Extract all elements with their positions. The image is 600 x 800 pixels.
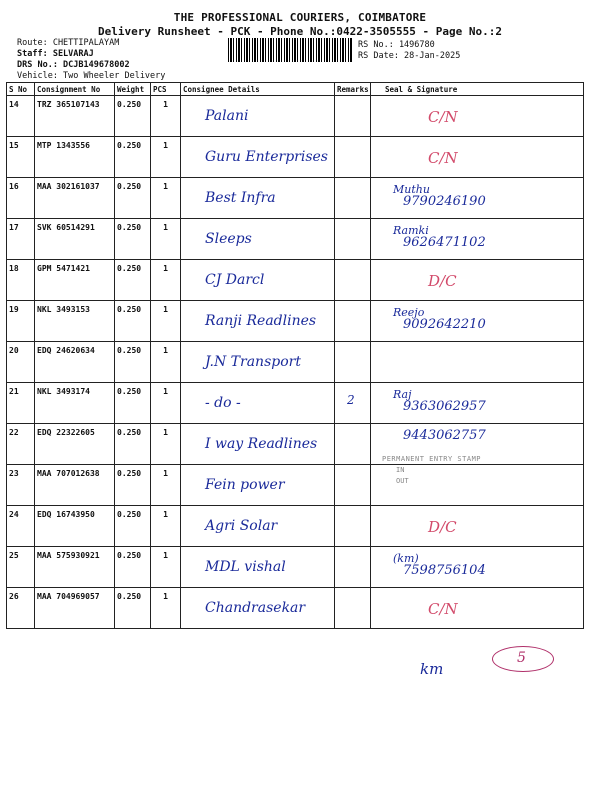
row-pcs: 1 <box>151 424 181 465</box>
row-consignee-cell <box>181 383 335 424</box>
row-signature-cell <box>371 137 584 178</box>
row-weight: 0.250 <box>115 506 151 547</box>
row-consignee: I way Readlines <box>205 436 318 452</box>
row-signature-cell <box>371 506 584 547</box>
row-signature-cell <box>371 588 584 629</box>
row-signature: D/C <box>428 272 457 290</box>
row-weight: 0.250 <box>115 588 151 629</box>
row-remarks <box>335 465 371 506</box>
row-remarks <box>335 424 371 465</box>
row-weight: 0.250 <box>115 383 151 424</box>
row-pcs: 1 <box>151 219 181 260</box>
row-signature: Muthu <box>393 183 430 196</box>
row-sno: 22 <box>7 424 35 465</box>
drs-label: DRS No.: DCJB149678002 <box>17 60 130 70</box>
row-consignee: J.N Transport <box>205 354 301 370</box>
row-consignee: CJ Darcl <box>205 272 265 288</box>
table-row <box>7 301 584 342</box>
table-row <box>7 342 584 383</box>
row-pcs: 1 <box>151 260 181 301</box>
row-signature: C/N <box>428 108 458 126</box>
col-header-consignee: Consignee Details <box>181 83 335 96</box>
row-consignment-no: MAA 707012638 <box>35 465 115 506</box>
col-header-pcs: PCS <box>151 83 181 96</box>
table-row <box>7 383 584 424</box>
row-remarks-value: 2 <box>347 393 355 407</box>
row-pcs: 1 <box>151 137 181 178</box>
rs-date-label: RS Date: 28-Jan-2025 <box>358 51 461 61</box>
row-phone: 9626471102 <box>403 235 486 250</box>
row-signature-cell <box>371 219 584 260</box>
row-consignee-cell <box>181 137 335 178</box>
row-consignment-no: MAA 575930921 <box>35 547 115 588</box>
row-consignment-no: TRZ 365107143 <box>35 96 115 137</box>
row-phone: 9092642210 <box>403 317 486 332</box>
row-signature-cell <box>371 96 584 137</box>
table-row <box>7 137 584 178</box>
row-pcs: 1 <box>151 178 181 219</box>
row-consignee: MDL vishal <box>205 559 286 575</box>
row-consignment-no: MAA 704969057 <box>35 588 115 629</box>
row-weight: 0.250 <box>115 342 151 383</box>
rs-no-label: RS No.: 1496780 <box>358 40 435 50</box>
row-weight: 0.250 <box>115 219 151 260</box>
row-phone: 9363062957 <box>403 399 486 414</box>
row-consignment-no: MTP 1343556 <box>35 137 115 178</box>
row-signature: (km) <box>393 552 419 565</box>
row-consignee: Ranji Readlines <box>205 313 317 329</box>
row-weight: 0.250 <box>115 301 151 342</box>
barcode <box>228 38 352 62</box>
row-pcs: 1 <box>151 588 181 629</box>
row-signature-cell <box>371 342 584 383</box>
table-header-row <box>7 83 584 96</box>
row-consignee-cell <box>181 96 335 137</box>
row-pcs: 1 <box>151 465 181 506</box>
row-consignee-cell <box>181 424 335 465</box>
row-remarks <box>335 547 371 588</box>
row-sno: 24 <box>7 506 35 547</box>
row-sno: 14 <box>7 96 35 137</box>
row-remarks <box>335 219 371 260</box>
row-weight: 0.250 <box>115 260 151 301</box>
row-sno: 26 <box>7 588 35 629</box>
row-consignee-cell <box>181 506 335 547</box>
row-consignment-no: NKL 3493153 <box>35 301 115 342</box>
row-sno: 18 <box>7 260 35 301</box>
row-consignee-cell <box>181 342 335 383</box>
row-consignee-cell <box>181 588 335 629</box>
row-signature: D/C <box>428 518 457 536</box>
row-remarks <box>335 506 371 547</box>
row-remarks <box>335 137 371 178</box>
row-pcs: 1 <box>151 301 181 342</box>
table-row <box>7 588 584 629</box>
company-title: THE PROFESSIONAL COURIERS, COIMBATORE <box>173 11 427 24</box>
staff-label: Staff: SELVARAJ <box>17 49 94 59</box>
row-consignment-no: EDQ 22322605 <box>35 424 115 465</box>
row-signature-cell <box>371 178 584 219</box>
entry-stamp <box>382 454 542 506</box>
row-weight: 0.250 <box>115 178 151 219</box>
row-signature-cell <box>371 301 584 342</box>
stamp-title: PERMANENT ENTRY STAMP <box>382 455 482 463</box>
row-consignee: Chandrasekar <box>205 600 306 616</box>
row-pcs: 1 <box>151 547 181 588</box>
row-phone: 9790246190 <box>403 194 486 209</box>
row-consignee-cell <box>181 260 335 301</box>
row-remarks <box>335 342 371 383</box>
row-signature-cell <box>371 260 584 301</box>
route-label: Route: CHETTIPALAYAM <box>17 38 120 48</box>
row-consignee-cell <box>181 219 335 260</box>
row-phone: 7598756104 <box>403 563 486 578</box>
row-consignment-no: NKL 3493174 <box>35 383 115 424</box>
row-consignee: Sleeps <box>205 231 252 247</box>
table-row <box>7 547 584 588</box>
row-consignee: Agri Solar <box>205 518 278 534</box>
row-consignee: Fein power <box>205 477 285 493</box>
row-signature: Ramki <box>393 224 429 237</box>
vehicle-label: Vehicle: Two Wheeler Delivery <box>17 71 166 81</box>
runsheet-table <box>6 82 584 629</box>
row-signature: C/N <box>428 149 458 167</box>
row-weight: 0.250 <box>115 424 151 465</box>
col-header-sno: S No <box>7 83 35 96</box>
row-pcs: 1 <box>151 96 181 137</box>
row-sno: 15 <box>7 137 35 178</box>
row-consignment-no: MAA 302161037 <box>35 178 115 219</box>
row-pcs: 1 <box>151 383 181 424</box>
row-sno: 16 <box>7 178 35 219</box>
row-consignee-cell <box>181 465 335 506</box>
row-remarks <box>335 383 371 424</box>
row-sno: 23 <box>7 465 35 506</box>
row-consignee-cell <box>181 547 335 588</box>
row-consignment-no: EDQ 16743950 <box>35 506 115 547</box>
row-weight: 0.250 <box>115 465 151 506</box>
row-pcs: 1 <box>151 506 181 547</box>
table-row <box>7 260 584 301</box>
col-header-remarks: Remarks <box>335 83 371 96</box>
row-weight: 0.250 <box>115 137 151 178</box>
row-signature: Reejo <box>393 306 425 319</box>
row-consignment-no: SVK 60514291 <box>35 219 115 260</box>
row-sno: 17 <box>7 219 35 260</box>
col-header-weight: Weight <box>115 83 151 96</box>
row-consignee: - do - <box>205 395 241 411</box>
row-consignee: Guru Enterprises <box>205 149 328 165</box>
row-sno: 19 <box>7 301 35 342</box>
row-consignee: Best Infra <box>205 190 276 206</box>
row-signature: Raj <box>393 388 412 401</box>
table-row <box>7 219 584 260</box>
row-signature-cell <box>371 383 584 424</box>
row-remarks <box>335 588 371 629</box>
row-signature: C/N <box>428 600 458 618</box>
row-signature-cell <box>371 547 584 588</box>
row-remarks <box>335 260 371 301</box>
row-consignee-cell <box>181 301 335 342</box>
table-row <box>7 506 584 547</box>
table-row <box>7 178 584 219</box>
table-row <box>7 96 584 137</box>
footer-initials: km <box>420 660 444 678</box>
col-header-consignment: Consignment No <box>35 83 115 96</box>
footer-count: 5 <box>517 650 526 666</box>
row-weight: 0.250 <box>115 96 151 137</box>
stamp-in: IN <box>396 466 405 474</box>
row-remarks <box>335 96 371 137</box>
row-consignee-cell <box>181 178 335 219</box>
row-remarks <box>335 178 371 219</box>
row-consignee: Palani <box>205 108 249 124</box>
stamp-out: OUT <box>396 477 409 485</box>
row-phone: 9443062757 <box>403 428 486 443</box>
col-header-signature: Seal & Signature <box>371 83 584 96</box>
footer-count-circle <box>492 646 554 672</box>
row-sno: 25 <box>7 547 35 588</box>
row-pcs: 1 <box>151 342 181 383</box>
row-consignment-no: GPM 5471421 <box>35 260 115 301</box>
row-sno: 20 <box>7 342 35 383</box>
row-remarks <box>335 301 371 342</box>
row-weight: 0.250 <box>115 547 151 588</box>
row-sno: 21 <box>7 383 35 424</box>
row-consignment-no: EDQ 24620634 <box>35 342 115 383</box>
runsheet-subtitle: Delivery Runsheet - PCK - Phone No.:0422-3505555 - Page No.:2 <box>98 25 502 38</box>
